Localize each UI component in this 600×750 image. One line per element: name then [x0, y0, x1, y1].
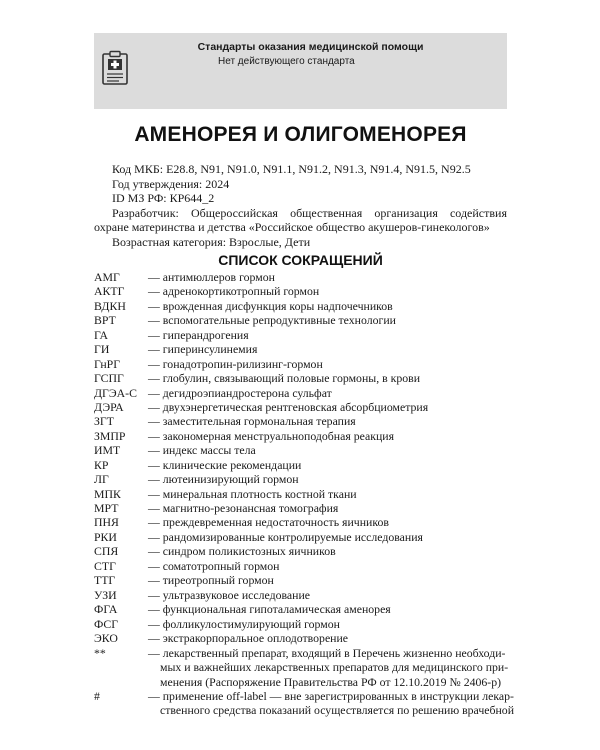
abbreviations-list [94, 270, 507, 645]
note-abbr: ** [94, 646, 106, 660]
note-line: — применение off-label — вне зарегистрированных в инструкции лекар- [148, 689, 514, 703]
abbreviation-definition: — закономерная менструальноподобная реакция [148, 428, 395, 443]
abbreviation-term: СПЯ [94, 544, 119, 559]
note-line: менения (Распоряжение Правительства РФ от 12.10.2019 № 2406-р) [160, 674, 502, 689]
abbreviation-row [94, 299, 507, 313]
abbreviation-definition: — гиперандрогения [148, 327, 249, 342]
abbreviation-definition: — двухэнергетическая рентгеновская абсорбциометрия [148, 399, 429, 414]
abbreviation-term: МПК [94, 486, 121, 501]
abbreviation-definition: — лютеинизирующий гормон [148, 472, 299, 487]
abbreviation-term: ГИ [94, 342, 110, 357]
abbreviation-row [94, 328, 507, 342]
abbreviation-definition: — глобулин, связывающий половые гормоны, в крови [148, 371, 421, 386]
abbreviation-row [94, 386, 507, 400]
abbreviation-definition: — индекс массы тела [148, 443, 256, 458]
ministry-id: ID МЗ РФ: КР644_2 [112, 191, 215, 206]
abbreviation-row [94, 501, 507, 515]
abbreviation-row [94, 429, 507, 443]
standards-header-band [94, 33, 507, 109]
abbreviation-term: УЗИ [94, 587, 117, 602]
abbreviation-term: ИМТ [94, 443, 121, 458]
abbreviation-definition: — преждевременная недостаточность яичников [148, 515, 389, 530]
abbreviation-term: КР [94, 457, 109, 472]
note-text [148, 646, 507, 689]
developer: Разработчик: Общероссийская общественная организация содействия охране материнства и детства «Российское общество акушеров-гинекологов» [94, 205, 507, 235]
abbreviation-row [94, 400, 507, 414]
abbreviation-definition: — ультразвуковое исследование [148, 587, 311, 602]
abbreviation-row [94, 559, 507, 573]
abbreviation-term: АКТГ [94, 284, 125, 299]
abbreviation-definition: — антимюллеров гормон [148, 270, 275, 284]
abbreviation-term: ФСГ [94, 616, 119, 631]
abbreviation-row [94, 631, 507, 645]
abbreviation-definition: — фолликулостимулирующий гормон [148, 616, 340, 631]
header-title: Стандарты оказания медицинской помощи [197, 41, 424, 53]
abbreviation-definition: — врожденная дисфункция коры надпочечников [148, 298, 393, 313]
abbreviation-row [94, 472, 507, 486]
note-line: — лекарственный препарат, входящий в Перечень жизненно необходи- [148, 646, 506, 660]
abbreviation-term: СТГ [94, 558, 116, 573]
abbreviation-row [94, 371, 507, 385]
page-title: АМЕНОРЕЯ И ОЛИГОМЕНОРЕЯ [134, 123, 467, 146]
abbreviation-row [94, 487, 507, 501]
abbreviation-row [94, 414, 507, 428]
abbreviation-row [94, 617, 507, 631]
abbreviation-row [94, 544, 507, 558]
abbreviation-definition: — дегидроэпиандростерона сульфат [148, 385, 332, 400]
abbreviation-term: ТТГ [94, 573, 116, 588]
abbreviation-term: МРТ [94, 501, 119, 515]
abbreviation-row [94, 530, 507, 544]
abbreviation-term: ГнРГ [94, 356, 121, 371]
abbreviation-definition: — клинические рекомендации [148, 457, 302, 472]
abbreviation-term: ВРТ [94, 313, 116, 328]
abbreviation-definition: — гонадотропин-рилизинг-гормон [148, 356, 323, 371]
clipboard-medical-icon [100, 50, 130, 86]
abbreviation-term: ЭКО [94, 630, 118, 645]
abbreviation-definition: — адренокортикотропный гормон [148, 284, 320, 299]
abbreviation-term: ФГА [94, 602, 118, 617]
abbreviation-term: ПНЯ [94, 515, 119, 530]
abbreviation-definition: — вспомогательные репродуктивные технологии [148, 313, 396, 328]
abbreviation-definition: — функциональная гипоталамическая аменорея [148, 602, 391, 617]
abbreviation-term: ЛГ [94, 472, 109, 487]
abbreviation-term: ГА [94, 327, 109, 342]
abbreviation-definition: — магнитно-резонансная томография [148, 501, 339, 515]
abbreviation-term: ДГЭА-С [94, 385, 137, 400]
abbreviation-term: ГСПГ [94, 371, 124, 386]
age-category: Возрастная категория: Взрослые, Дети [112, 234, 311, 249]
abbreviation-row [94, 313, 507, 327]
abbreviation-term: ВДКН [94, 298, 126, 313]
note-line: мых и важнейших лекарственных препаратов для медицинского при- [160, 660, 509, 675]
abbreviation-definition: — синдром поликистозных яичников [148, 544, 336, 559]
abbreviation-term: ЗГТ [94, 414, 114, 429]
abbreviation-definition: — заместительная гормональная терапия [148, 414, 356, 429]
note-abbr: # [94, 689, 100, 703]
note-line: ственного средства показаний осуществляется по решению врачебной [160, 703, 515, 718]
abbreviation-definition: — минеральная плотность костной ткани [148, 486, 357, 501]
abbreviation-row [94, 515, 507, 529]
icd-codes: Код МКБ: E28.8, N91, N91.0, N91.1, N91.2, N91.3, N91.4, N91.5, N92.5 [112, 162, 471, 176]
abbreviation-row [94, 588, 507, 602]
abbreviation-row [94, 357, 507, 371]
abbreviation-row [94, 270, 507, 284]
abbreviation-row [94, 573, 507, 587]
approval-year: Год утверждения: 2024 [112, 176, 230, 191]
abbreviation-definition: — соматотропный гормон [148, 558, 280, 573]
abbreviation-row [94, 284, 507, 298]
abbreviations-title: СПИСОК СОКРАЩЕНИЙ [218, 252, 383, 268]
note-text [148, 689, 515, 718]
abbreviation-row [94, 443, 507, 457]
abbreviation-definition: — экстракорпоральное оплодотворение [148, 630, 349, 645]
abbreviation-definition: — тиреотропный гормон [148, 573, 274, 588]
header-subtitle: Нет действующего стандарта [218, 56, 355, 67]
abbreviation-row [94, 602, 507, 616]
abbreviation-term: ЗМПР [94, 428, 126, 443]
abbreviation-definition: — рандомизированные контролируемые исследования [148, 529, 423, 544]
abbreviation-row [94, 458, 507, 472]
abbreviation-term: АМГ [94, 270, 120, 284]
abbreviation-definition: — гиперинсулинемия [148, 342, 258, 357]
abbreviation-term: РКИ [94, 529, 117, 544]
abbreviation-term: ДЭРА [94, 399, 124, 414]
abbreviation-row [94, 342, 507, 356]
document-meta [94, 162, 507, 250]
